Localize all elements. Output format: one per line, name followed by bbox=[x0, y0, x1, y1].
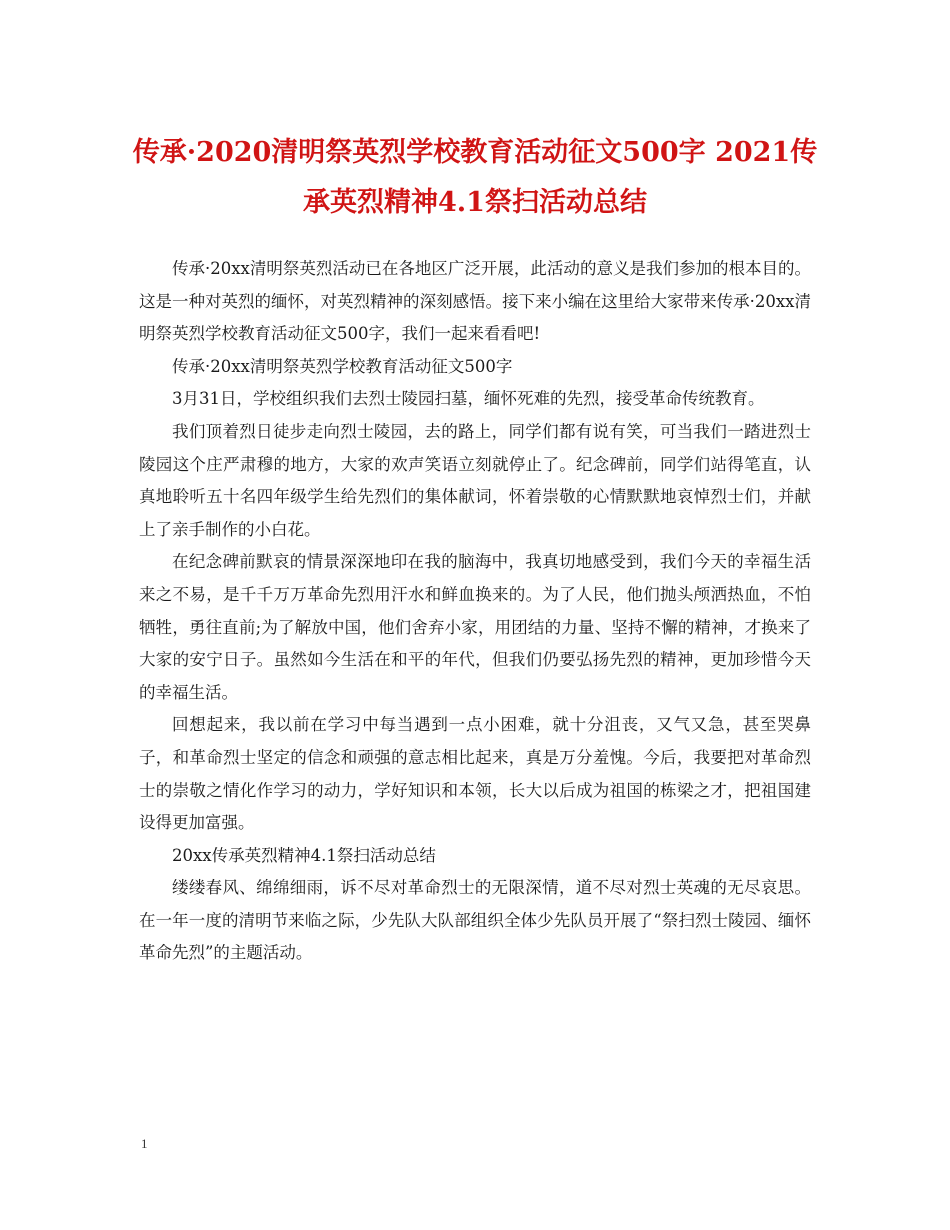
paragraph-walk-to-cemetery: 我们顶着烈日徒步走向烈士陵园，去的路上，同学们都有说有笑，可当我们一踏进烈士陵园这个庄严肃穆的地方，大家的欢声笑语立刻就停止了。纪念碑前，同学们站得笔直，认真地聆听五十名四年级学生给先烈们的集体献词，怀着崇敬的心情默默地哀悼烈士们，并献上了亲手制作的小白花。 bbox=[139, 421, 811, 539]
paragraph-reflection: 回想起来，我以前在学习中每当遇到一点小困难，就十分沮丧，又气又急，甚至哭鼻子，和革命烈士坚定的信念和顽强的意志相比起来，真是万分羞愧。今后，我要把对革命烈士的崇敬之情化作学习的动力，学好知识和本领，长大以后成为祖国的栋梁之才，把祖国建设得更加富强。 bbox=[139, 715, 811, 833]
paragraph-march-31: 3月31日，学校组织我们去烈士陵园扫墓，缅怀死难的先烈，接受革命传统教育。 bbox=[172, 389, 765, 409]
paragraph-subheading-essay: 传承·20xx清明祭英烈学校教育活动征文500字 bbox=[172, 356, 513, 376]
paragraph-intro: 传承·20xx清明祭英烈活动已在各地区广泛开展，此活动的意义是我们参加的根本目的。这是一种对英烈的缅怀，对英烈精神的深刻感悟。接下来小编在这里给大家带来传承·20xx清明祭英烈学校教育活动征文500字，我们一起来看看吧! bbox=[139, 259, 811, 344]
document-body bbox=[139, 253, 811, 970]
paragraph-summary-intro: 缕缕春风、绵绵细雨，诉不尽对革命烈士的无限深情，道不尽对烈士英魂的无尽哀思。在一年一度的清明节来临之际，少先队大队部组织全体少先队员开展了“祭扫烈士陵园、缅怀革命先烈”的主题活动。 bbox=[139, 878, 811, 963]
page-number: 1 bbox=[141, 1136, 148, 1151]
paragraph-subheading-summary: 20xx传承英烈精神4.1祭扫活动总结 bbox=[172, 845, 436, 865]
paragraph-silent-tribute: 在纪念碑前默哀的情景深深地印在我的脑海中，我真切地感受到，我们今天的幸福生活来之不易，是千千万万革命先烈用汗水和鲜血换来的。为了人民，他们抛头颅洒热血，不怕牺牲，勇往直前;为了解放中国，他们舍弃小家，用团结的力量、坚持不懈的精神，才换来了大家的安宁日子。虽然如今生活在和平的年代，但我们仍要弘扬先烈的精神，更加珍惜今天的幸福生活。 bbox=[139, 552, 811, 702]
document-title: 传承·2020清明祭英烈学校教育活动征文500字 2021传承英烈精神4.1祭扫活动总结 bbox=[132, 137, 818, 218]
